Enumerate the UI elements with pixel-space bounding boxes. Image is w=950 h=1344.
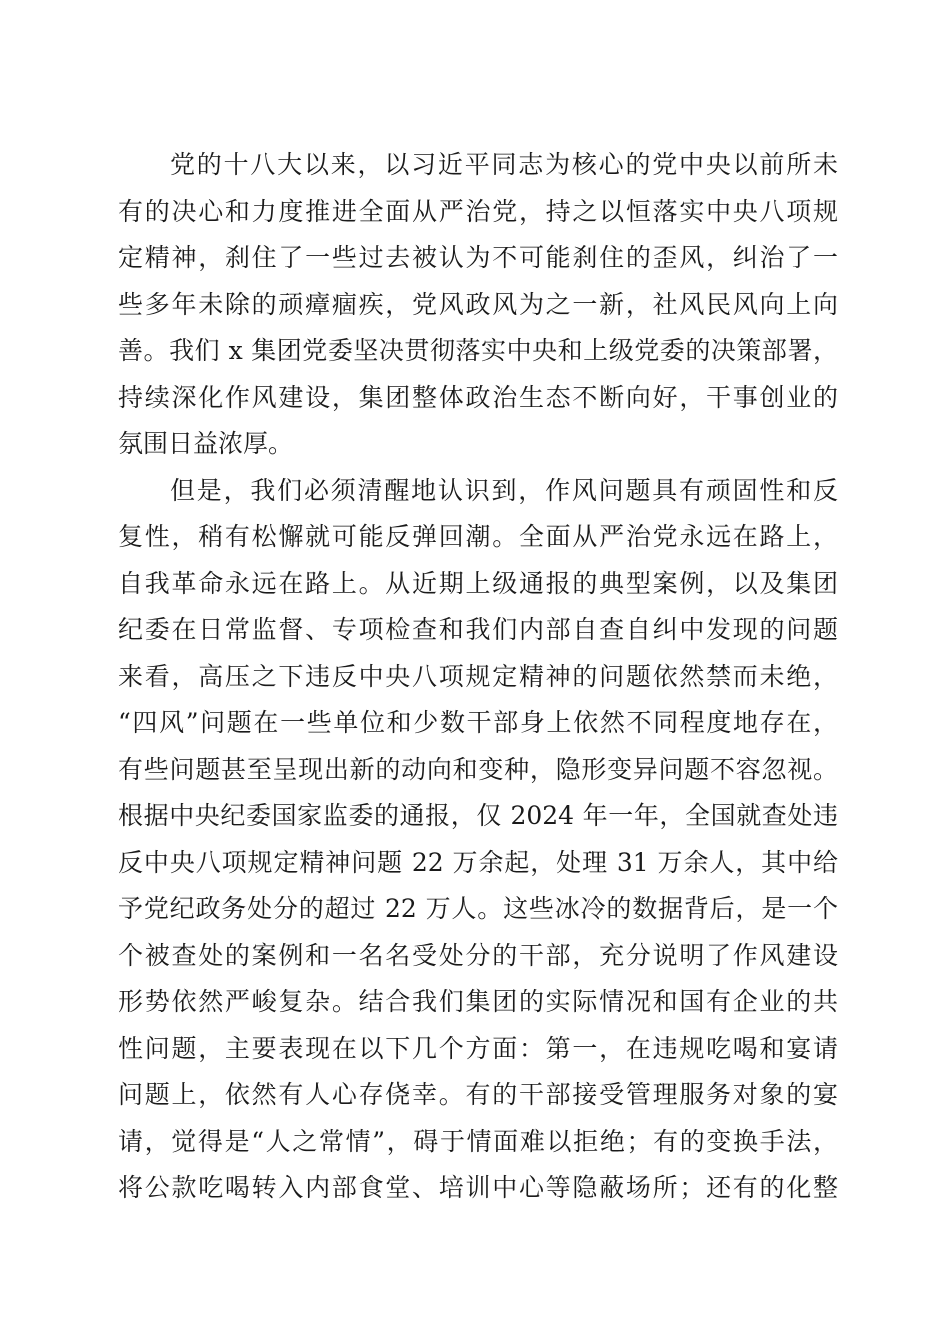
text-line: 来看，高压之下违反中央八项规定精神的问题依然禁而未绝， — [118, 661, 838, 691]
text-line: 党的十八大以来，以习近平同志为核心的党中央以前所未 — [170, 150, 838, 179]
text-line: 复性，稍有松懈就可能反弹回潮。全面从严治党永远在路上， — [118, 522, 838, 551]
text-line: 但是，我们必须清醒地认识到，作风问题具有顽固性和反 — [170, 475, 838, 505]
text-line: 善。我们 x 集团党委坚决贯彻落实中央和上级党委的决策部署， — [118, 336, 838, 365]
text-line: 些多年未除的顽瘴痼疾，党风政风为之一新，社风民风向上向 — [118, 289, 838, 319]
document-body — [118, 142, 838, 1212]
text-line: 问题上，依然有人心存侥幸。有的干部接受管理服务对象的宴 — [118, 1080, 838, 1109]
text-line: 有的决心和力度推进全面从严治党，持之以恒落实中央八项规 — [118, 196, 838, 226]
text-line: 反中央八项规定精神问题 22 万余起，处理 31 万余人，其中给 — [118, 847, 838, 877]
text-line: 个被查处的案例和一名名受处分的干部，充分说明了作风建设 — [118, 940, 838, 970]
text-line: 定精神，刹住了一些过去被认为不可能刹住的歪风，纠治了一 — [118, 243, 838, 272]
paragraph-1 — [118, 142, 838, 468]
text-line: 纪委在日常监督、专项检查和我们内部自查自纠中发现的问题 — [118, 615, 838, 644]
paragraph-2 — [118, 468, 838, 1212]
text-line: 持续深化作风建设，集团整体政治生态不断向好，干事创业的 — [118, 382, 838, 412]
text-line: 性问题，主要表现在以下几个方面：第一，在违规吃喝和宴请 — [118, 1033, 838, 1063]
text-line: 有些问题甚至呈现出新的动向和变种，隐形变异问题不容忽视。 — [118, 754, 838, 784]
text-line: 氛围日益浓厚。 — [118, 429, 294, 458]
text-line: 将公款吃喝转入内部食堂、培训中心等隐蔽场所；还有的化整 — [118, 1173, 838, 1202]
text-line: 请，觉得是“人之常情”，碍于情面难以拒绝；有的变换手法， — [118, 1126, 838, 1156]
text-line: “四风”问题在一些单位和少数干部身上依然不同程度地存在， — [118, 708, 838, 737]
text-line: 形势依然严峻复杂。结合我们集团的实际情况和国有企业的共 — [118, 987, 838, 1016]
text-line: 予党纪政务处分的超过 22 万人。这些冰冷的数据背后，是一个 — [118, 894, 838, 923]
text-line: 自我革命永远在路上。从近期上级通报的典型案例，以及集团 — [118, 568, 838, 598]
text-line: 根据中央纪委国家监委的通报，仅 2024 年一年，全国就查处违 — [118, 801, 838, 830]
